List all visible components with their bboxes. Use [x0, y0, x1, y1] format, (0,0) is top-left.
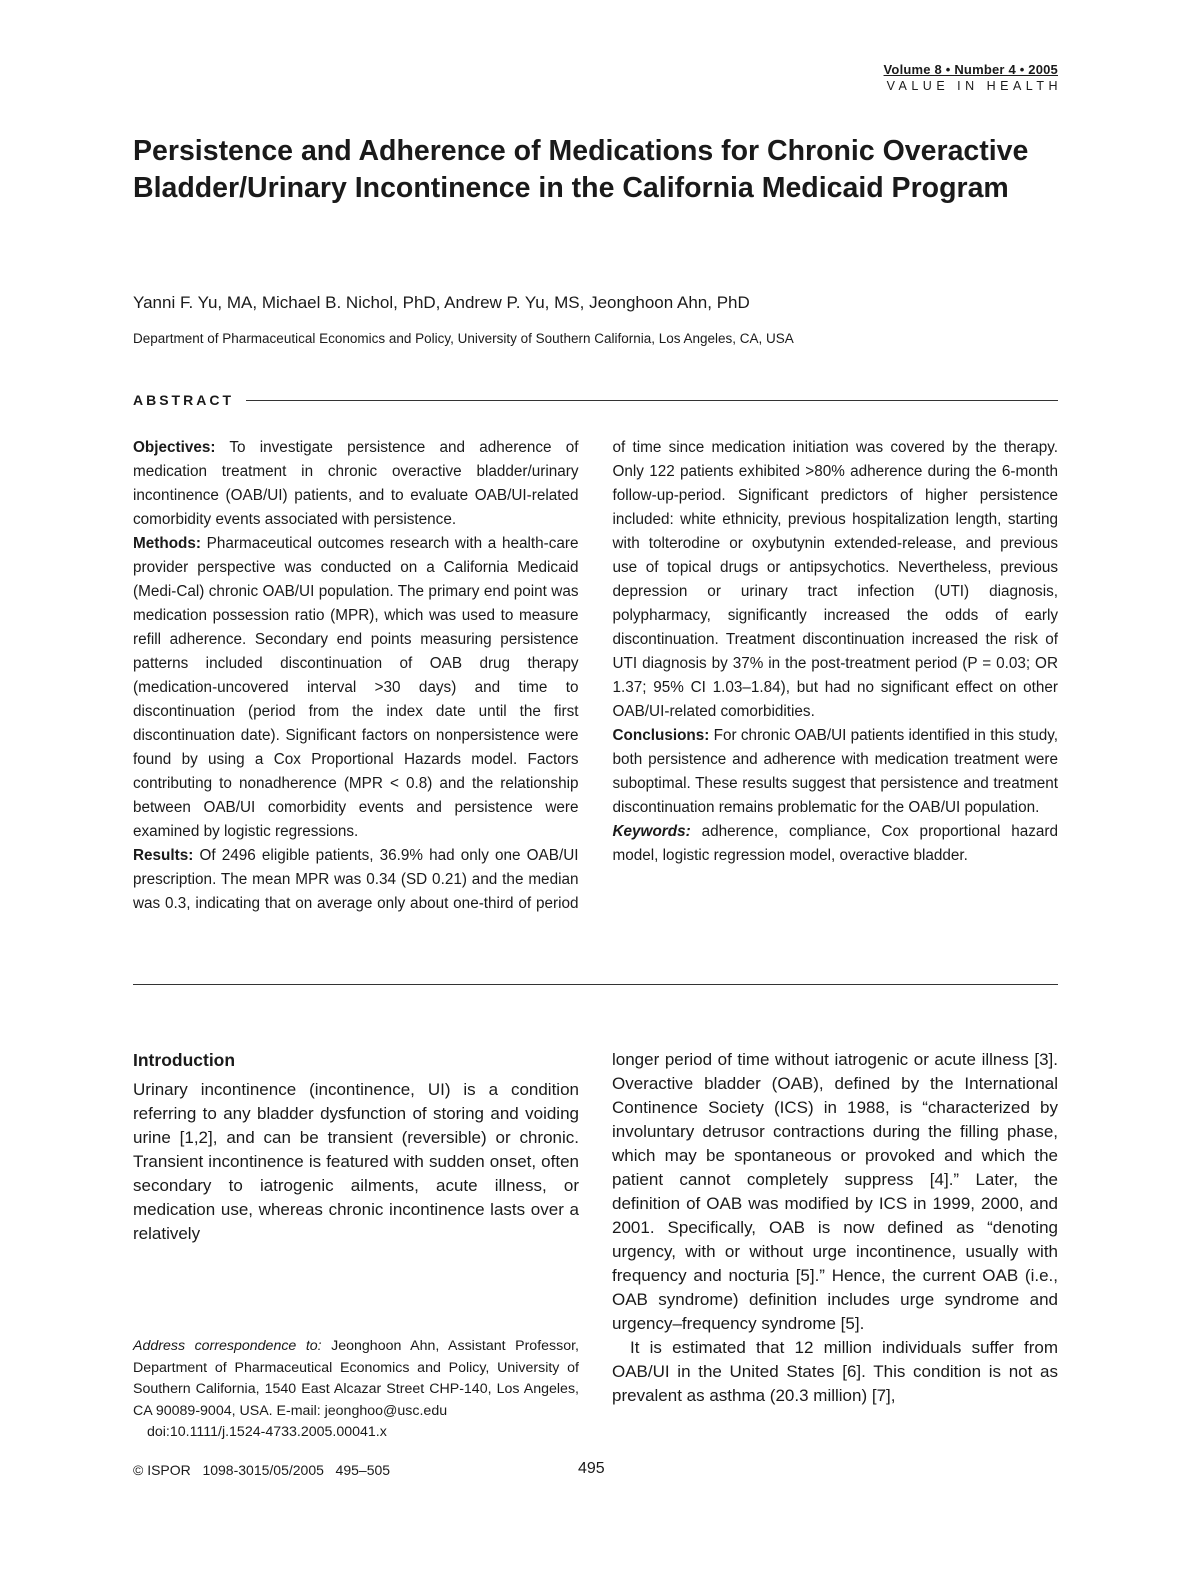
abstract-heading-text: ABSTRACT: [133, 392, 234, 408]
affiliation: Department of Pharmaceutical Economics and Policy, University of Southern California, Los Angeles, CA, USA: [133, 331, 794, 346]
volume-info: Volume 8 • Number 4 • 2005: [883, 62, 1058, 77]
text: Pharmaceutical outcomes research with a health-care provider perspective was conducted on a California Medicaid (Medi-Cal) chronic OAB/UI population. The primary end point was medication possession ratio (MPR), which was used to measure refill adherence. Secondary end points measuring persistence patterns included discontinuation of OAB drug therapy (medication-uncovered interval >30 days) and time to discontinuation (period from the index date until the first discontinuation date). Significant factors on nonpersistence were found by using a Cox Proportional Hazards model. Factors contributing to nonadherence (MPR < 0.8) and the relationship between OAB/UI comorbidity events and persistence were examined by logistic regressions.: [133, 535, 579, 840]
author-list: Yanni F. Yu, MA, Michael B. Nichol, PhD, Andrew P. Yu, MS, Jeonghoon Ahn, PhD: [133, 293, 750, 312]
label: Keywords:: [612, 823, 691, 840]
section-heading: Introduction: [133, 1050, 236, 1070]
label: Address correspondence to:: [133, 1338, 322, 1354]
address-text: Jeonghoon Ahn, Assistant Professor, Department of Pharmaceutical Economics and Policy, University of Southern California, 1540 East Alcazar Street CHP-140, Los Angeles, CA 90089-9004, USA. E-mail: jeonghoo@usc.edu: [133, 1338, 579, 1419]
abstract-conclusions: [613, 724, 1059, 820]
correspondence-footnote: [133, 1336, 579, 1444]
text: Of 2496 eligible patients, 36.9% had only one OAB/UI prescription. The mean MPR was 0.34 (SD 0.21) and the median was 0.3, indicating that on average only about one-third of period of time since medication initiation was covered by the therapy. Only 122 patients exhibited >80% adherence during the 6-month follow-up-period. Significant predictors of higher persistence included: white ethnicity, previous hospitalization length, starting with tolterodine or oxybutynin extended-release, and previous use of topical drugs or antipsychotics. Nevertheless, previous depression or urinary tract infection (UTI) diagnosis, polypharmacy, significantly increased the odds of early discontinuation. Treatment discontinuation increased the risk of UTI diagnosis by 37% in the post-treatment period (P = 0.03; OR 1.37; 95% CI 1.03–1.84), but had no significant effect on other OAB/UI-related comorbidities.: [133, 439, 1058, 912]
text: adherence, compliance, Cox proportional hazard model, logistic regression model, overactive bladder.: [612, 823, 1058, 864]
journal-name: VALUE IN HEALTH: [886, 79, 1062, 93]
abstract-keywords: [613, 820, 1059, 868]
doi: doi:10.1111/j.1524-4733.2005.00041.x: [147, 1424, 387, 1440]
introduction-left-column: [133, 1048, 579, 1246]
abstract-body: [133, 436, 1058, 936]
article-title: Persistence and Adherence of Medications for Chronic Overactive Bladder/Urinary Incontinence in the California Medicaid Program: [133, 135, 1029, 204]
text: For chronic OAB/UI patients identified in this study, both persistence and adherence with medication treatment were suboptimal. These results suggest that persistence and treatment discontinuation remains problematic for the OAB/UI population.: [612, 727, 1058, 816]
paragraph: Urinary incontinence (incontinence, UI) is a condition referring to any bladder dysfunction of storing and voiding urine [1,2], and can be transient (reversible) or chronic. Transient incontinence is featured with sudden onset, often secondary to iatrogenic ailments, acute illness, or medication use, whereas chronic incontinence lasts over a relatively: [133, 1080, 579, 1243]
abstract-objectives: [133, 436, 579, 532]
divider: [133, 984, 1058, 985]
introduction-right-column: [612, 1048, 1058, 1408]
label: Methods:: [133, 535, 201, 552]
label: Conclusions:: [612, 727, 710, 744]
abstract-heading: [133, 392, 1058, 408]
divider: [246, 400, 1058, 401]
page-number: 495: [578, 1460, 605, 1477]
label: Objectives:: [133, 439, 216, 456]
journal-header: [883, 62, 1062, 94]
paragraph: longer period of time without iatrogenic or acute illness [3]. Overactive bladder (OAB), defined by the International Continence Society (ICS) in 1988, is “characterized by involuntary detrusor contractions during the filling phase, which may be spontaneous or provoked and which the patient cannot completely suppress [4].” Later, the definition of OAB was modified by ICS in 1999, 2000, and 2001. Specifically, OAB is now defined as “denoting urgency, with or without urge incontinence, usually with frequency and nocturia [5].” Hence, the current OAB (i.e., OAB syndrome) definition includes urge syndrome and urgency–frequency syndrome [5].: [612, 1050, 1058, 1333]
publisher-info: © ISPOR 1098-3015/05/2005 495–505: [133, 1462, 391, 1478]
paragraph: It is estimated that 12 million individuals suffer from OAB/UI in the United States [6]. This condition is not as prevalent as asthma (20.3 million) [7],: [612, 1338, 1058, 1405]
abstract-methods: [133, 532, 579, 844]
label: Results:: [133, 847, 194, 864]
text: To investigate persistence and adherence of medication treatment in chronic overactive bladder/urinary incontinence (OAB/UI) patients, and to evaluate OAB/UI-related comorbidity events associated with persistence.: [133, 439, 579, 528]
